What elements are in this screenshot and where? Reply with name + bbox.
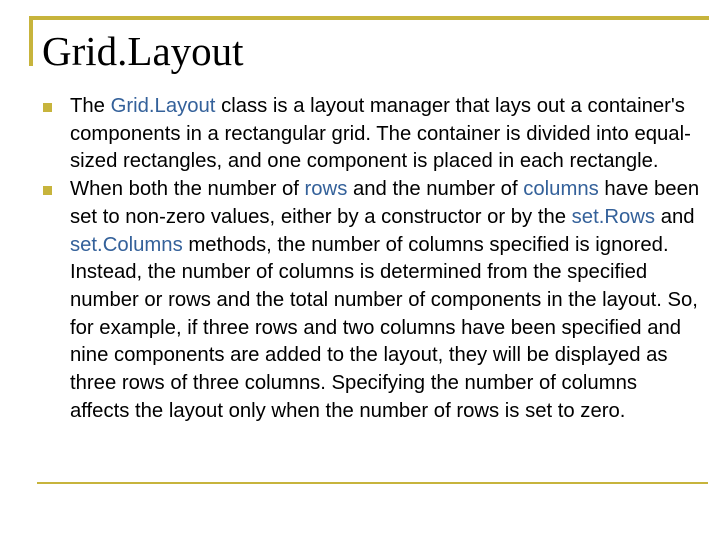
bullet-text	[70, 178, 699, 422]
square-bullet-icon	[43, 186, 52, 195]
text-run: methods, the number of columns specified is ignored. Instead, the number of columns is determined from the specified number or rows and the total number of components in the layout. So, for example, if three rows and two columns have been specified and nine components are added to the layout, they will be displayed as three rows of three columns. Specifying the number of columns affects the layout only when the number of rows is set to zero.	[70, 233, 698, 422]
slide-title: Grid.Layout	[42, 28, 244, 74]
code-term: rows	[304, 178, 348, 201]
code-term: Grid.Layout	[110, 95, 216, 117]
text-run: have been set to non-zero values, either by a constructor or by the	[70, 178, 700, 228]
text-run: When both the number of	[70, 178, 305, 201]
code-term: set.Rows	[571, 205, 656, 228]
code-term: columns	[523, 178, 599, 201]
slide-frame-left-rule	[29, 16, 33, 66]
bullet-item-gridlayout-description	[42, 93, 702, 176]
code-term: set.Columns	[70, 233, 183, 256]
slide-bottom-rule	[37, 482, 708, 484]
slide-frame-top-rule	[29, 16, 709, 20]
bullet-text	[70, 95, 691, 172]
text-run: The	[70, 95, 111, 117]
bullet-item-rows-columns	[42, 176, 702, 425]
bullet-list	[42, 93, 702, 425]
text-run: and	[655, 205, 695, 228]
square-bullet-icon	[43, 103, 52, 112]
text-run: class is a layout manager that lays out a container's components in a rectangular grid. The container is divided into equal-sized rectangles, and one component is placed in each rectangle.	[70, 95, 691, 173]
text-run: and the number of	[347, 178, 524, 201]
